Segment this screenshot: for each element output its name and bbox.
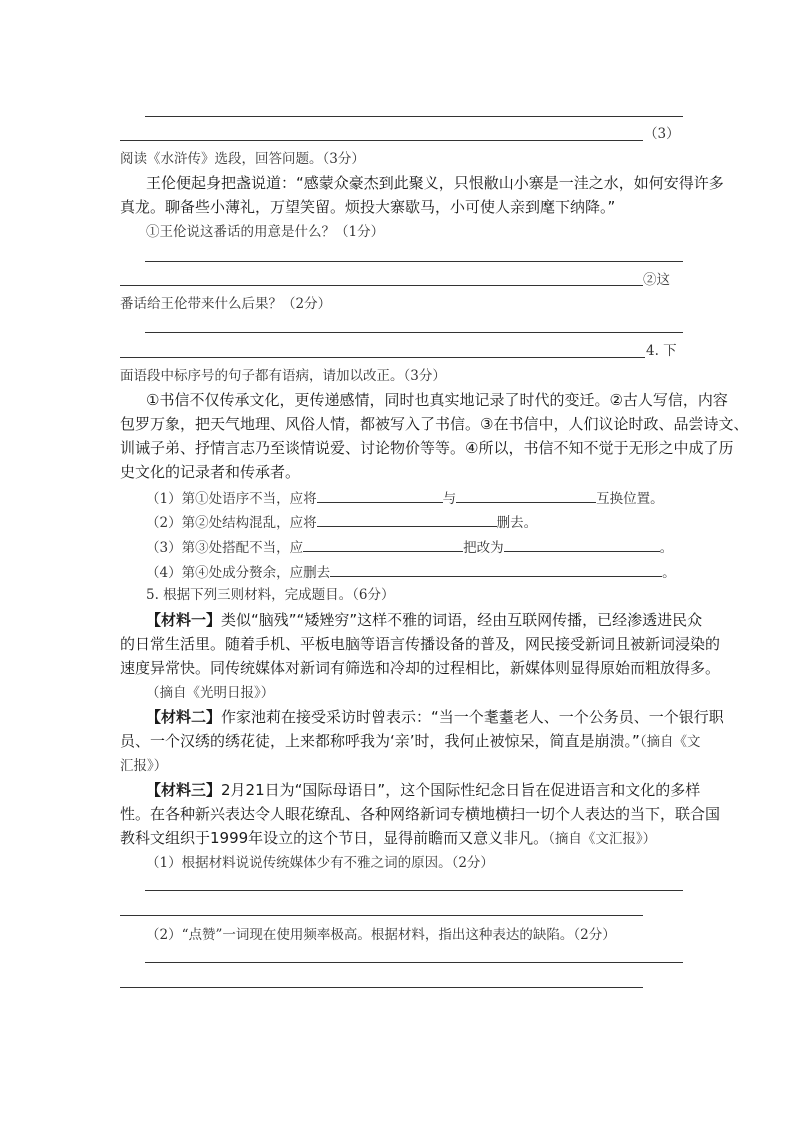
source-note: 汇报》）: [120, 758, 168, 774]
fill-item-2: （2）第②处结构混乱，应将 删去。: [146, 511, 537, 533]
passage-line: 训诫子弟、抒情言志乃至谈情说爱、讨论物价等等。④所以，书信不知不觉于无形之中成了历: [120, 439, 734, 457]
sub-question: （1）根据材料说说传统媒体少有不雅之词的原因。（2分）: [146, 855, 494, 871]
sub-question: ①王伦说这番话的用意是什么？（1分）: [146, 224, 385, 240]
material-line: 【材料一】类似“脑残”“矮矬穷”这样不雅的词语，经由互联网传播，已经渗透进民众: [146, 611, 703, 629]
sub-question-prefix: ②这: [643, 272, 670, 288]
answer-line: [145, 116, 683, 117]
fill-item-3: （3）第③处搭配不当，应 把改为 。: [146, 536, 673, 558]
passage-line: ①书信不仅传承文化，更传递感情，同时也真实地记录了时代的变迁。②古人写信，内容: [146, 391, 728, 409]
material-line: 速度异常快。同传统媒体对新词有筛选和冷却的过程相比，新媒体则显得原始而粗放得多。: [120, 659, 721, 677]
answer-line: [145, 962, 683, 963]
source-note: （摘自《文: [639, 734, 701, 750]
answer-line: [120, 915, 643, 916]
answer-line: [120, 285, 643, 286]
fill-item-4: （4）第④处成分赘余，应删去 。: [146, 561, 676, 583]
material-line: 性。在各种新兴表达令人眼花缭乱、各种网络新词专横地横扫一切个人表达的当下，联合国: [120, 805, 721, 823]
material-label: 【材料一】: [146, 611, 222, 629]
fill-blank[interactable]: [317, 487, 443, 503]
material-label: 【材料三】: [146, 781, 222, 799]
fill-blank[interactable]: [456, 487, 596, 503]
material-label: 【材料二】: [146, 708, 222, 726]
answer-line: [120, 357, 645, 358]
passage-line: 史文化的记录者和传承者。: [120, 463, 301, 481]
sub-question: 番话给王伦带来什么后果？（2分）: [120, 296, 332, 312]
passage-line: 真龙。聊备些小薄礼，万望笑留。烦投大寨歇马，小可使人亲到麾下纳降。”: [120, 198, 616, 216]
material-line: 【材料二】作家池莉在接受采访时曾表示：“当一个耄耋老人、一个公务员、一个银行职: [146, 708, 724, 726]
question-heading: 5. 根据下列三则材料，完成题目。（6分）: [146, 587, 395, 603]
answer-line: [120, 140, 643, 141]
answer-line: [145, 261, 683, 262]
material-line: 教科文组织于1999年设立的这个节日，显得前瞻而又意义非凡。（摘自《文汇报》）: [120, 829, 657, 847]
points-label: （3）: [644, 126, 680, 142]
passage-line: 包罗万象，把天气地理、风俗人情，都被写入了书信。③在书信中，人们议论时政、品尝诗文、: [120, 415, 749, 433]
fill-blank[interactable]: [504, 536, 660, 552]
fill-blank[interactable]: [330, 561, 662, 577]
answer-line: [120, 987, 643, 988]
material-line: 员、一个汉绣的绣花徒，上来都称呼我为‘亲’时，我何止被惊呆，简直是崩溃。”（摘自《文: [120, 732, 701, 750]
question-number: 4. 下: [646, 343, 677, 359]
question-intro: 阅读《水浒传》选段，回答问题。（3分）: [120, 151, 365, 167]
material-line: 的日常生活里。随着手机、平板电脑等语言传播设备的普及，网民接受新词且被新词浸染的: [120, 635, 721, 653]
answer-line: [145, 332, 683, 333]
answer-line: [145, 890, 683, 891]
source-note: （摘自《文汇报》）: [548, 831, 657, 847]
source-note: （摘自《光明日报》）: [146, 685, 275, 701]
fill-item-1: （1）第①处语序不当，应将 与 互换位置。: [146, 487, 664, 509]
passage-line: 王伦便起身把盏说道：“感蒙众豪杰到此聚义，只恨敝山小寨是一洼之水，如何安得许多: [146, 174, 724, 192]
question-text: 面语段中标序号的句子都有语病，请加以改正。（3分）: [120, 368, 446, 384]
fill-blank[interactable]: [303, 536, 463, 552]
sub-question: （2）“点赞”一词现在使用频率极高。根据材料，指出这种表达的缺陷。（2分）: [146, 927, 616, 943]
fill-blank[interactable]: [317, 511, 497, 527]
material-line: 【材料三】2月21日为“国际母语日”，这个国际性纪念日旨在促进语言和文化的多样: [146, 781, 701, 799]
